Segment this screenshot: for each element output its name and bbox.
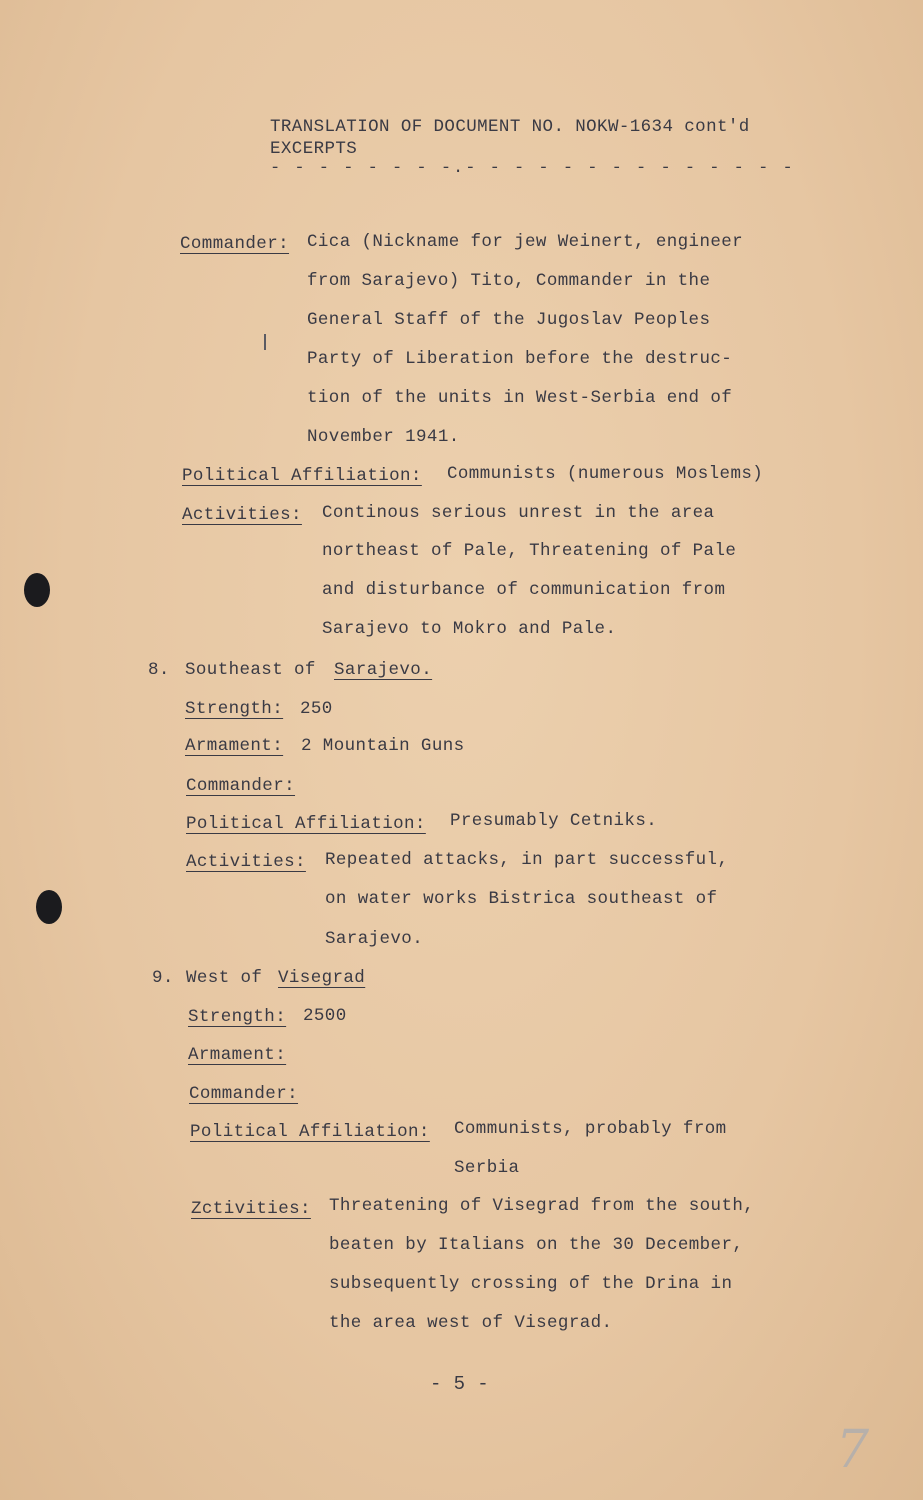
commander-line: General Staff of the Jugoslav Peoples xyxy=(307,310,711,330)
armament-value: 2 Mountain Guns xyxy=(301,736,465,756)
political-affiliation-value: Presumably Cetniks. xyxy=(450,811,658,831)
commander-line: November 1941. xyxy=(307,427,460,447)
activities-line: subsequently crossing of the Drina in xyxy=(329,1274,733,1294)
strength-value: 2500 xyxy=(303,1006,347,1026)
entry-number: 8. xyxy=(148,660,170,680)
armament-label: Armament: xyxy=(185,736,284,756)
commander-line: Party of Liberation before the destruc- xyxy=(307,349,733,369)
commander-line: from Sarajevo) Tito, Commander in the xyxy=(307,271,711,291)
entry-number: 9. xyxy=(152,968,174,988)
header-rule: - - - - - - - -.- - - - - - - - - - - - - - xyxy=(270,159,795,178)
entry-location: Sarajevo. xyxy=(334,660,433,680)
entry-location-prefix: West of xyxy=(186,968,263,988)
strength-label: Strength: xyxy=(188,1007,287,1027)
strength-value: 250 xyxy=(300,699,333,719)
corner-mark: 7 xyxy=(836,1420,870,1480)
strength-label: Strength: xyxy=(185,699,284,719)
punch-hole xyxy=(36,890,62,924)
stray-mark xyxy=(264,334,266,350)
activities-label: Activities: xyxy=(182,505,302,525)
political-affiliation-line: Serbia xyxy=(454,1158,520,1178)
political-affiliation-label: Political Affiliation: xyxy=(190,1122,430,1142)
activities-label: Activities: xyxy=(186,852,306,872)
commander-label: Commander: xyxy=(186,776,296,796)
political-affiliation-label: Political Affiliation: xyxy=(186,814,426,834)
political-affiliation-line: Communists, probably from xyxy=(454,1119,727,1139)
armament-label: Armament: xyxy=(188,1045,287,1065)
commander-line: tion of the units in West-Serbia end of xyxy=(307,388,733,408)
activities-line: and disturbance of communication from xyxy=(322,580,726,600)
commander-label: Commander: xyxy=(189,1084,299,1104)
entry-location-prefix: Southeast of xyxy=(185,660,316,680)
punch-hole xyxy=(24,573,50,607)
page-number: - 5 - xyxy=(430,1373,490,1395)
activities-line: Sarajevo. xyxy=(325,929,424,949)
document-subtitle: EXCERPTS xyxy=(270,139,358,159)
political-affiliation-label: Political Affiliation: xyxy=(182,466,422,486)
activities-line: Repeated attacks, in part successful, xyxy=(325,850,729,870)
document-title: TRANSLATION OF DOCUMENT NO. NOKW-1634 cont'd xyxy=(270,117,750,137)
political-affiliation-value: Communists (numerous Moslems) xyxy=(447,464,764,484)
activities-line: beaten by Italians on the 30 December, xyxy=(329,1235,744,1255)
activities-line: Threatening of Visegrad from the south, xyxy=(329,1196,755,1216)
activities-line: Continous serious unrest in the area xyxy=(322,503,715,523)
activities-line: the area west of Visegrad. xyxy=(329,1313,613,1333)
activities-line: northeast of Pale, Threatening of Pale xyxy=(322,541,737,561)
commander-line: Cica (Nickname for jew Weinert, engineer xyxy=(307,232,744,252)
activities-line: on water works Bistrica southeast of xyxy=(325,889,718,909)
activities-label: Zctivities: xyxy=(191,1199,311,1219)
activities-line: Sarajevo to Mokro and Pale. xyxy=(322,619,617,639)
commander-label: Commander: xyxy=(180,234,290,254)
entry-location: Visegrad xyxy=(278,968,366,988)
